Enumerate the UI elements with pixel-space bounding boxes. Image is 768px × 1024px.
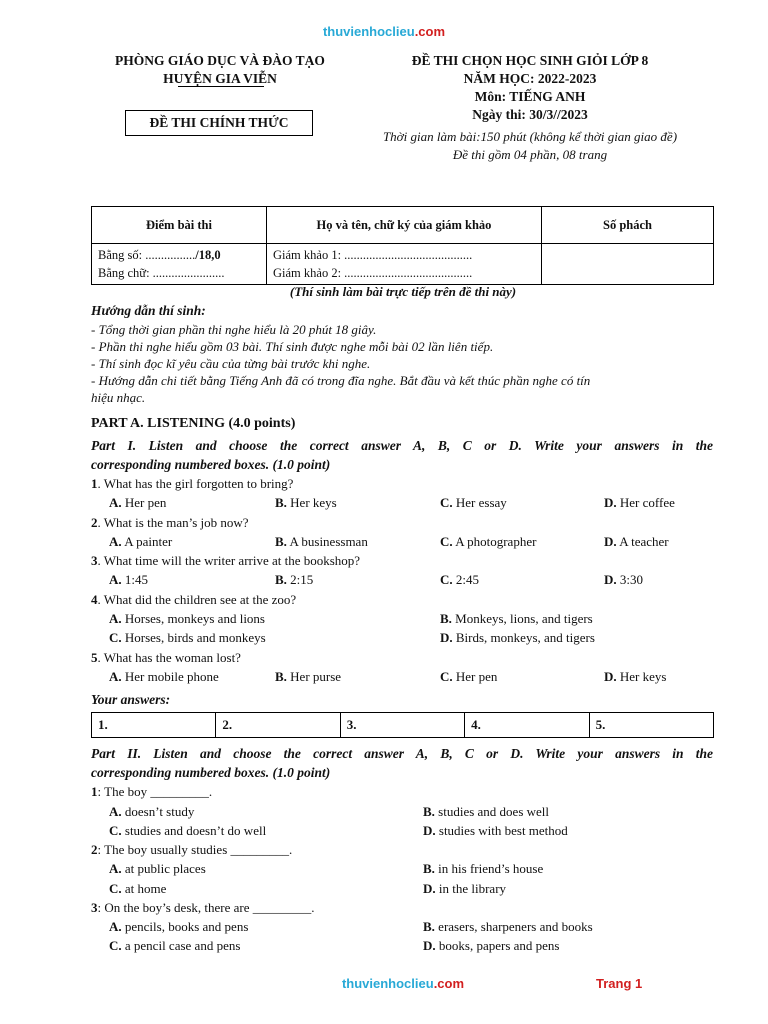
option-text: studies and does well	[438, 804, 550, 819]
option-a: A. 1:45	[109, 572, 149, 587]
exam-title: ĐỀ THI CHỌN HỌC SINH GIỎI LỚP 8	[411, 53, 649, 68]
option-text: at public places	[124, 861, 206, 876]
option-text: Her purse	[290, 669, 342, 684]
option-b: B. studies and does well	[423, 804, 550, 819]
option-c: C. studies and doesn’t do well	[109, 823, 267, 838]
exam-pages: Đề thi gồm 04 phần, 08 trang	[452, 147, 608, 162]
option-text: Her mobile phone	[124, 669, 219, 684]
option-b: B. in his friend’s house	[423, 861, 544, 876]
option-text: 3:30	[619, 572, 644, 587]
top-watermark	[0, 24, 768, 39]
watermark-site: thuvienhoclieu	[341, 976, 434, 991]
option-a: A. Horses, monkeys and lions	[109, 611, 265, 626]
answer-box-3[interactable]: 3.	[340, 713, 464, 738]
part-a-title: PART A. LISTENING (4.0 points)	[91, 416, 296, 431]
option-text: 1:45	[124, 572, 149, 587]
question-text: . What time will the writer arrive at the bookshop?	[97, 553, 361, 568]
code-cell	[542, 244, 714, 285]
question-text: . What has the woman lost?	[97, 650, 241, 665]
instruction-item: - Thí sinh đọc kĩ yêu cầu của từng bài trước khi nghe.	[91, 356, 371, 371]
option-text: Her pen	[455, 669, 498, 684]
watermark-domain: .com	[433, 976, 465, 991]
option-text: Her keys	[290, 495, 337, 510]
option-d: D. in the library	[423, 881, 507, 896]
option-text: Her pen	[124, 495, 167, 510]
direct-answer-note: (Thí sinh làm bài trực tiếp trên đề thi này)	[289, 284, 517, 299]
option-text: at home	[124, 881, 167, 896]
option-a: A. Her pen	[109, 495, 167, 510]
question-number: 1	[91, 784, 98, 799]
option-text: Horses, monkeys and lions	[124, 611, 265, 626]
examiner-2: Giám khảo 2: .........................................	[273, 266, 473, 280]
option-a: A. at public places	[109, 861, 206, 876]
exam-duration: Thời gian làm bài:150 phút (không kể thời gian giao đề)	[382, 129, 678, 144]
question-text: . What has the girl forgotten to bring?	[97, 476, 294, 491]
option-text: erasers, sharpeners and books	[438, 919, 593, 934]
answer-box-5[interactable]: 5.	[589, 713, 713, 738]
subject: Môn: TIẾNG ANH	[474, 89, 586, 104]
watermark-site: thuvienhoclieu	[322, 24, 415, 39]
question-text: : The boy usually studies _________.	[97, 842, 293, 857]
p2-question-2	[91, 840, 292, 859]
department-name: PHÒNG GIÁO DỤC VÀ ĐÀO TẠO	[115, 53, 325, 68]
bottom-watermark	[0, 976, 768, 991]
option-b: B. Her purse	[275, 669, 342, 684]
question-4	[91, 590, 296, 609]
option-d: D. studies with best method	[423, 823, 568, 838]
option-text: in his friend’s house	[438, 861, 544, 876]
examiner-cell	[267, 244, 542, 285]
option-c: C. A photographer	[440, 534, 537, 549]
option-c: C. Her essay	[440, 495, 507, 510]
option-text: 2:45	[455, 572, 480, 587]
examiner-1: Giám khảo 1: .........................................	[273, 248, 473, 262]
answer-box-1[interactable]: 1.	[92, 713, 216, 738]
option-text: Birds, monkeys, and tigers	[455, 630, 595, 645]
answer-boxes	[91, 712, 714, 738]
instructions-title: Hướng dẫn thí sinh:	[91, 303, 206, 318]
header-underline	[178, 86, 264, 87]
exam-date: Ngày thi: 30/3//2023	[472, 107, 588, 122]
option-text: a pencil case and pens	[124, 938, 241, 953]
question-number: 4	[91, 592, 98, 607]
instruction-item: - Tổng thời gian phần thi nghe hiểu là 20 phút 18 giây.	[91, 322, 377, 337]
option-text: Monkeys, lions, and tigers	[455, 611, 593, 626]
question-5	[91, 648, 241, 667]
exam-time-info	[340, 128, 720, 164]
part2-instruction-line1: Part II. Listen and choose the correct answer A, B, C or D. Write your answers in the	[91, 746, 713, 761]
score-max: /18,0	[195, 248, 221, 262]
option-b: B. 2:15	[275, 572, 314, 587]
option-b: B. erasers, sharpeners and books	[423, 919, 593, 934]
question-number: 5	[91, 650, 98, 665]
page-number: Trang 1	[596, 976, 643, 991]
answer-box-4[interactable]: 4.	[465, 713, 589, 738]
option-text: A photographer	[455, 534, 537, 549]
watermark-domain: .com	[414, 24, 446, 39]
option-c: C. Horses, birds and monkeys	[109, 630, 266, 645]
option-d: D. 3:30	[604, 572, 644, 587]
official-exam-box: ĐỀ THI CHÍNH THỨC	[125, 110, 313, 136]
option-text: pencils, books and pens	[124, 919, 249, 934]
option-text: Horses, birds and monkeys	[124, 630, 266, 645]
option-text: studies with best method	[438, 823, 568, 838]
part1-instruction-line1: Part I. Listen and choose the correct answer A, B, C or D. Write your answers in the	[91, 438, 713, 453]
question-text: . What did the children see at the zoo?	[97, 592, 297, 607]
score-table	[91, 206, 714, 285]
option-text: 2:15	[290, 572, 314, 587]
option-b: B. Monkeys, lions, and tigers	[440, 611, 593, 626]
part1-instruction-line2: corresponding numbered boxes. (1.0 point)	[91, 457, 331, 472]
question-2	[91, 513, 249, 532]
question-text: . What is the man’s job now?	[97, 515, 249, 530]
option-text: A painter	[124, 534, 173, 549]
answer-box-2[interactable]: 2.	[216, 713, 340, 738]
question-number: 3	[91, 553, 98, 568]
examiner-header: Họ và tên, chữ ký của giám khảo	[267, 207, 542, 244]
option-a: A. Her mobile phone	[109, 669, 219, 684]
option-a: A. A painter	[109, 534, 173, 549]
option-text: studies and doesn’t do well	[124, 823, 267, 838]
score-number: Bằng số: ................	[98, 248, 196, 262]
option-b: B. Her keys	[275, 495, 337, 510]
header-left	[90, 52, 350, 88]
question-text: : On the boy’s desk, there are _________.	[97, 900, 315, 915]
option-text: books, papers and pens	[438, 938, 560, 953]
option-b: B. A businessman	[275, 534, 368, 549]
option-text: Her essay	[455, 495, 507, 510]
your-answers-label: Your answers:	[91, 692, 171, 707]
option-c: C. at home	[109, 881, 167, 896]
option-text: Her coffee	[619, 495, 675, 510]
option-d: D. Birds, monkeys, and tigers	[440, 630, 595, 645]
score-header: Điểm bài thi	[92, 207, 267, 244]
option-d: D. Her coffee	[604, 495, 675, 510]
instruction-item: hiệu nhạc.	[91, 390, 146, 405]
option-text: A teacher	[619, 534, 669, 549]
p2-question-3	[91, 898, 314, 917]
score-words: Bằng chữ: .......................	[98, 266, 225, 280]
question-number: 2	[91, 842, 98, 857]
option-d: D. books, papers and pens	[423, 938, 560, 953]
score-cell	[92, 244, 267, 285]
question-number: 2	[91, 515, 98, 530]
p2-question-1	[91, 782, 212, 801]
question-text: : The boy _________.	[97, 784, 213, 799]
question-3	[91, 551, 360, 570]
question-number: 1	[91, 476, 98, 491]
option-d: D. Her keys	[604, 669, 667, 684]
option-text: in the library	[438, 881, 507, 896]
part2-instruction-line2: corresponding numbered boxes. (1.0 point)	[91, 765, 331, 780]
option-text: Her keys	[619, 669, 667, 684]
instructions-list	[91, 321, 721, 406]
code-header: Số phách	[542, 207, 714, 244]
question-number: 3	[91, 900, 98, 915]
instruction-item: - Hướng dẫn chi tiết bằng Tiếng Anh đã có trong đĩa nghe. Bắt đầu và kết thúc phần nghe có tín	[91, 373, 591, 388]
option-a: A. pencils, books and pens	[109, 919, 249, 934]
instruction-item: - Phần thi nghe hiểu gồm 03 bài. Thí sinh được nghe mỗi bài 02 lần liên tiếp.	[91, 339, 494, 354]
option-text: A businessman	[289, 534, 368, 549]
header-right	[370, 52, 690, 124]
option-c: C. a pencil case and pens	[109, 938, 241, 953]
option-d: D. A teacher	[604, 534, 669, 549]
school-year: NĂM HỌC: 2022-2023	[463, 71, 597, 86]
option-c: C. 2:45	[440, 572, 480, 587]
option-text: doesn’t study	[124, 804, 195, 819]
question-1	[91, 474, 293, 493]
option-a: A. doesn’t study	[109, 804, 195, 819]
option-c: C. Her pen	[440, 669, 498, 684]
district-name: HUYỆN GIA VIỄN	[163, 71, 277, 86]
